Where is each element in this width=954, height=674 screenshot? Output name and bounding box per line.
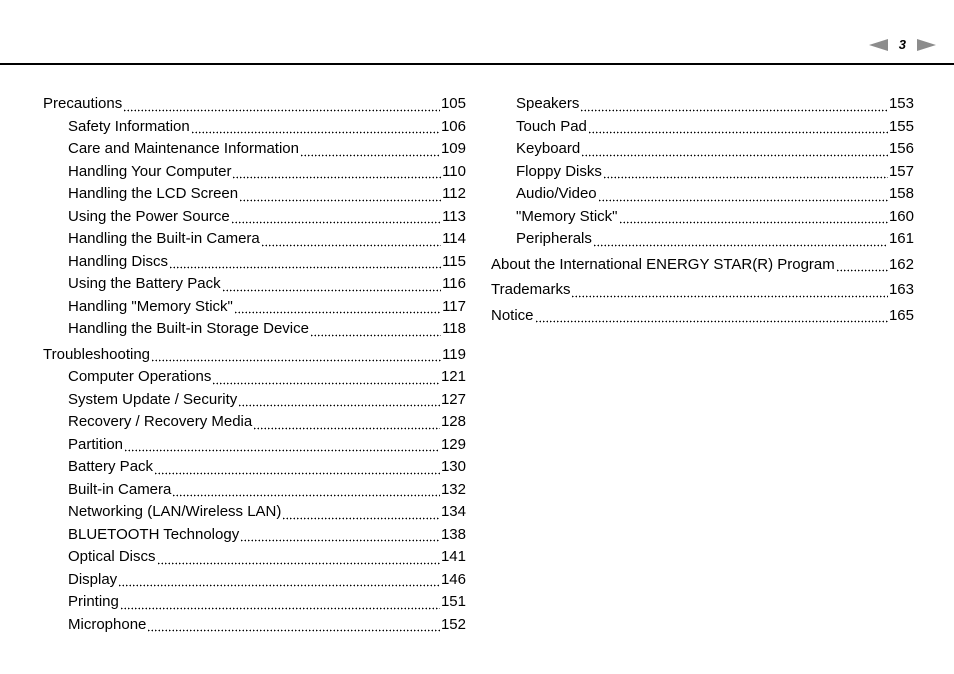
toc-entry-page: 114 xyxy=(442,230,466,247)
toc-entry-title: BLUETOOTH Technology xyxy=(68,525,240,543)
toc-subentry[interactable] xyxy=(491,161,914,184)
toc-subentry[interactable] xyxy=(43,228,466,251)
toc-entry-page: 152 xyxy=(440,615,466,633)
toc-entry-title: "Memory Stick" xyxy=(516,207,618,225)
toc-entry-page: 163 xyxy=(888,281,914,298)
dot-leader xyxy=(191,120,440,135)
toc-subentry[interactable] xyxy=(43,138,466,161)
dot-leader xyxy=(172,483,440,498)
toc-entry-page: 128 xyxy=(440,413,466,430)
toc-subentry[interactable] xyxy=(43,456,466,479)
toc-entry[interactable] xyxy=(43,344,466,367)
dot-leader xyxy=(234,300,441,315)
dot-leader xyxy=(580,98,888,113)
toc-entry-title: Floppy Disks xyxy=(516,162,602,180)
toc-subentry[interactable] xyxy=(43,591,466,614)
toc-subentry[interactable] xyxy=(491,183,914,206)
toc-subentry[interactable] xyxy=(491,206,914,229)
toc-right-column xyxy=(491,93,914,327)
toc-subentry[interactable] xyxy=(43,161,466,184)
toc-entry-page: 157 xyxy=(888,162,914,180)
previous-page-arrow-icon[interactable] xyxy=(869,39,888,51)
toc-entry-page: 121 xyxy=(440,368,466,385)
toc-entry-page: 156 xyxy=(888,140,914,157)
toc-entry-page: 129 xyxy=(440,435,466,453)
dot-leader xyxy=(154,461,440,476)
toc-entry-page: 112 xyxy=(442,185,466,202)
toc-entry-title: Notice xyxy=(491,306,534,324)
toc-entry-page: 118 xyxy=(442,320,466,337)
toc-subentry[interactable] xyxy=(43,546,466,569)
toc-entry-page: 138 xyxy=(440,525,466,543)
dot-leader xyxy=(238,393,440,408)
toc-entry-page: 110 xyxy=(442,162,466,180)
dot-leader xyxy=(253,416,440,431)
toc-entry-title: Networking (LAN/Wireless LAN) xyxy=(68,503,282,520)
dot-leader xyxy=(588,120,888,135)
toc-subentry[interactable] xyxy=(43,479,466,502)
toc-entry[interactable] xyxy=(43,93,466,116)
toc-entry-title: Recovery / Recovery Media xyxy=(68,413,253,430)
dot-leader xyxy=(124,438,440,453)
toc-subentry[interactable] xyxy=(43,434,466,457)
toc-entry-page: 161 xyxy=(888,230,914,247)
toc-entry-title: Handling "Memory Stick" xyxy=(68,297,233,315)
dot-leader xyxy=(232,165,441,180)
toc-entry-title: Using the Power Source xyxy=(68,207,230,225)
toc-subentry[interactable] xyxy=(43,318,466,341)
toc-entry-title: About the International ENERGY STAR(R) Program xyxy=(491,255,835,273)
toc-entry-page: 151 xyxy=(440,593,466,610)
dot-leader xyxy=(581,143,888,158)
toc-subentry[interactable] xyxy=(43,116,466,139)
toc-subentry[interactable] xyxy=(491,228,914,251)
toc-subentry[interactable] xyxy=(43,389,466,412)
toc-subentry[interactable] xyxy=(43,411,466,434)
toc-entry-page: 115 xyxy=(442,252,466,270)
toc-entry-page: 160 xyxy=(888,207,914,225)
toc-entry-page: 155 xyxy=(888,117,914,135)
toc-entry-title: Display xyxy=(68,570,118,588)
dot-leader xyxy=(120,596,440,611)
toc-entry-title: Optical Discs xyxy=(68,548,156,565)
toc-entry-title: Precautions xyxy=(43,95,123,112)
toc-entry-page: 116 xyxy=(442,275,466,292)
toc-subentry[interactable] xyxy=(43,569,466,592)
toc-entry-title: Handling the Built-in Camera xyxy=(68,230,260,247)
toc-entry-title: Partition xyxy=(68,435,124,453)
toc-entry-page: 127 xyxy=(440,390,466,408)
toc-subentry[interactable] xyxy=(43,524,466,547)
toc-entry-page: 117 xyxy=(442,297,466,315)
toc-subentry[interactable] xyxy=(43,366,466,389)
toc-subentry[interactable] xyxy=(43,273,466,296)
toc-entry-title: System Update / Security xyxy=(68,390,238,408)
toc-entry-page: 132 xyxy=(440,480,466,498)
toc-entry-title: Computer Operations xyxy=(68,368,212,385)
toc-subentry[interactable] xyxy=(43,614,466,637)
toc-entry-page: 141 xyxy=(440,548,466,565)
dot-leader xyxy=(619,210,888,225)
dot-leader xyxy=(240,528,440,543)
toc-entry-title: Touch Pad xyxy=(516,117,587,135)
toc-entry-page: 106 xyxy=(440,117,466,135)
toc-subentry[interactable] xyxy=(491,93,914,116)
dot-leader xyxy=(239,188,441,203)
dot-leader xyxy=(231,210,441,225)
toc-entry-title: Built-in Camera xyxy=(68,480,172,498)
dot-leader xyxy=(118,573,440,588)
toc-subentry[interactable] xyxy=(43,206,466,229)
toc-entry-title: Handling Discs xyxy=(68,252,169,270)
toc-entry-title: Printing xyxy=(68,593,119,610)
toc-entry-title: Handling the LCD Screen xyxy=(68,185,239,202)
page-header xyxy=(0,0,954,65)
dot-leader xyxy=(282,506,440,521)
toc-entry-title: Battery Pack xyxy=(68,458,154,475)
dot-leader xyxy=(147,618,440,633)
page-number: 3 xyxy=(898,37,906,52)
dot-leader xyxy=(261,233,441,248)
toc-entry-page: 158 xyxy=(888,185,914,202)
toc-entry-page: 130 xyxy=(440,458,466,475)
toc-entry-page: 119 xyxy=(442,345,466,363)
toc-entry[interactable] xyxy=(491,254,914,277)
toc-entry-title: Handling the Built-in Storage Device xyxy=(68,320,309,337)
toc-entry-title: Speakers xyxy=(516,95,580,112)
toc-entry-title: Audio/Video xyxy=(516,185,597,202)
toc-subentry[interactable] xyxy=(43,296,466,319)
toc-entry-page: 165 xyxy=(888,306,914,324)
dot-leader xyxy=(535,309,888,324)
dot-leader xyxy=(571,284,888,299)
page-navigation xyxy=(869,37,936,53)
toc-entry-title: Peripherals xyxy=(516,230,592,247)
dot-leader xyxy=(598,188,888,203)
toc-entry-title: Safety Information xyxy=(68,117,190,135)
toc-entry-page: 109 xyxy=(440,140,466,157)
toc-entry-title: Keyboard xyxy=(516,140,581,157)
toc-entry-page: 146 xyxy=(440,570,466,588)
toc-subentry[interactable] xyxy=(43,251,466,274)
toc-subentry[interactable] xyxy=(43,501,466,524)
dot-leader xyxy=(123,98,440,113)
toc-subentry[interactable] xyxy=(43,183,466,206)
toc-left-column xyxy=(43,93,466,636)
toc-subentry[interactable] xyxy=(491,116,914,139)
toc-entry-title: Troubleshooting xyxy=(43,345,151,363)
dot-leader xyxy=(310,323,441,338)
next-page-arrow-icon[interactable] xyxy=(917,39,936,51)
toc-entry-title: Care and Maintenance Information xyxy=(68,140,299,157)
toc-entry-page: 105 xyxy=(440,95,466,112)
dot-leader xyxy=(836,258,888,273)
dot-leader xyxy=(151,348,441,363)
toc-entry-title: Handling Your Computer xyxy=(68,162,232,180)
dot-leader xyxy=(222,278,442,293)
toc-entry[interactable] xyxy=(491,305,914,328)
toc-subentry[interactable] xyxy=(491,138,914,161)
dot-leader xyxy=(157,551,440,566)
toc-entry[interactable] xyxy=(491,279,914,302)
dot-leader xyxy=(169,255,441,270)
toc-entry-page: 134 xyxy=(440,503,466,520)
dot-leader xyxy=(300,143,440,158)
toc-entry-page: 162 xyxy=(888,255,914,273)
dot-leader xyxy=(603,165,888,180)
dot-leader xyxy=(212,371,440,386)
toc-entry-page: 153 xyxy=(888,95,914,112)
toc-entry-page: 113 xyxy=(442,207,466,225)
toc-entry-title: Using the Battery Pack xyxy=(68,275,221,292)
dot-leader xyxy=(593,233,888,248)
toc-entry-title: Trademarks xyxy=(491,281,571,298)
toc-entry-title: Microphone xyxy=(68,615,147,633)
